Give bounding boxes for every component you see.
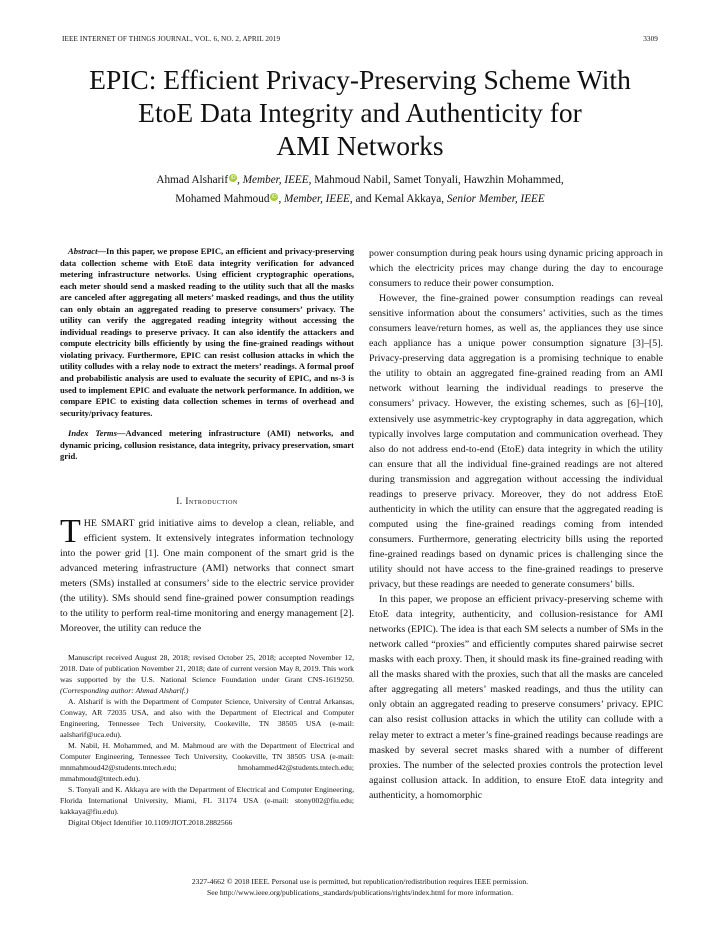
rights-link[interactable]: See http://www.ieee.org/publications_standards/publications/rights/index.html for more information.: [206, 888, 513, 897]
index-terms-label: Index Terms: [68, 428, 117, 439]
author-membership: Senior Member, IEEE: [446, 193, 545, 205]
drop-cap: T: [60, 512, 81, 550]
intro-text: HE SMART grid initiative aims to develop a clean, reliable, and efficient system. It extensively integrates information technology into the power grid [1]. One main component of the smart grid is the advanced metering infrastructure (AMI) networks that connect smart meters (SMs) installed at consumers’ side to the electric service provider (the utility). SMs should send fine-grained power consumption readings to the utility to perform real-time monitoring and energy management [2]. Moreover, the utility can reduce the: [60, 517, 354, 635]
abstract-label: Abstract—: [68, 246, 106, 256]
footnote-affiliation: A. Alsharif is with the Department of Computer Science, University of Central Arkansas, Conway, AR 72035 USA, and also with the Department of Electrical and Computer Engineering, Tennessee Tech University, Cookeville, TN 38505 USA (e-mail: aalsharif@uca.edu).: [60, 697, 354, 740]
footnote-manuscript: Manuscript received August 28, 2018; revised October 25, 2018; accepted November 12, 2018. Date of publication November 21, 2018; date of current version May 8, 2019. This work was supported by the U.S. National Science Foundation under Grant CNS-1619250. (Corresponding author: Ahmad Alsharif.): [60, 653, 354, 696]
paper-title: [60, 63, 660, 162]
copyright-footer: [60, 876, 660, 898]
author-membership: Member, IEEE: [242, 174, 309, 186]
copyright-line: 2327-4662 © 2018 IEEE. Personal use is permitted, but republication/redistribution requires IEEE permission.: [191, 877, 529, 886]
footnote-doi: Digital Object Identifier 10.1109/JIOT.2018.2882566: [68, 818, 233, 828]
title-line-2: EtoE Data Integrity and Authenticity for: [138, 97, 582, 128]
author-name: Mohamed Mahmoud: [175, 193, 270, 205]
intro-paragraph: [60, 512, 354, 636]
author-list: [60, 171, 660, 209]
abstract: Abstract—In this paper, we propose EPIC, an efficient and privacy-preserving data collection scheme with EtoE data integrity verification for advanced metering infrastructure networks. Using efficient cryptographic operations, each meter should send a masked reading to the utility such that all the masks are canceled after aggregating all meters’ masked readings, and thus the utility can only obtain an aggregated reading to preserve consumers’ privacy. The utility can verify the aggregated reading integrity without accessing the individual readings to preserve privacy. It can also identify the attackers and compute electricity bills efficiently by using the fine-grained readings without violating privacy. Furthermore, EPIC can resist collusion attacks in which the utility colludes with a relay node to extract the meters’ readings. A formal proof and probabilistic analysis are used to evaluate the security of EPIC, and ns-3 is used to implement EPIC and evaluate the network performance. In addition, we compare EPIC to existing data collection schemes in terms of overhead and security/privacy features. Index Terms—Advanced metering infrastructure (AMI) networks, and dynamic pricing, collusion resistance, data integrity, privacy preservation, smart grid.: [60, 246, 354, 462]
section-heading: I. Introduction: [176, 495, 238, 506]
page-number: 3309: [643, 35, 658, 43]
abstract-text: In this paper, we propose EPIC, an efficient and privacy-preserving data collection scheme with EtoE data integrity verification for advanced metering infrastructure networks. Using efficient cryptographic operations, each meter should send a masked reading to the utility such that all the masks are canceled after aggregating all meters’ masked readings, and thus the utility can only obtain an aggregated reading to preserve consumers’ privacy. The utility can verify the aggregated reading integrity without accessing the individual readings to preserve privacy. It can also identify the attackers and compute electricity bills efficiently by using the fine-grained readings without violating privacy. Furthermore, EPIC can resist collusion attacks in which the utility colludes with a relay node to extract the meters’ readings. A formal proof and probabilistic analysis are used to evaluate the security of EPIC, and ns-3 is used to implement EPIC and evaluate the network performance. In addition, we compare EPIC to existing data collection schemes in terms of overhead and security/privacy features.: [60, 246, 354, 418]
section-title: Introduction: [185, 495, 238, 506]
author-names: , and Kemal Akkaya,: [349, 193, 447, 205]
left-column: [60, 246, 354, 828]
body-paragraph: However, the fine-grained power consumption readings can reveal sensitive information about the consumers’ activities, such as the times consumers leave/return homes, as well as, the appliances they use since each appliance has a unique power consumption signature [3]–[5]. Privacy-preserving data aggregation is a promising technique to enable the utility to obtain an aggregated fine-grained reading from an AMI network without learning the individual readings to preserve the consumers’ privacy. However, the existing schemes, such as [6]–[10], extensively use asymmetric-key cryptography in data aggregation, which typically involves large computation and communication overhead. They also do not address end-to-end (EtoE) data integrity in which the utility can ensure that all the individual fine-grained readings are not altered during transmission and aggregation without accessing the individual readings to preserve privacy. Moreover, they do not address EtoE authenticity in which the utility can ensure that the aggregated reading is computed using the fine-grained readings coming from intended consumers. Furthermore, generating electricity bills using the reported fine-grained readings based on dynamic prices is challenging since the utility should not have access to the fine-grained readings to preserve privacy, but these readings are needed to generate consumers’ bills.: [369, 293, 663, 591]
orcid-icon[interactable]: iD: [230, 175, 236, 181]
index-terms-text: Advanced metering infrastructure (AMI) networks, and dynamic pricing, collusion resistance, data integrity, privacy preservation, smart grid.: [60, 428, 354, 462]
author-name: Ahmad Alsharif: [156, 174, 229, 186]
body-paragraph: In this paper, we propose an efficient privacy-preserving scheme with EtoE data integrity, authenticity, and collusion-resistance for AMI networks (EPIC). The idea is that each SM selects a number of SMs in the network called “proxies” and efficiently computes shared pairwise secret masks with each proxy. Then, it should mask its fine-grained reading with all the masks shared with the proxies, such that all the masks are canceled after aggregating all meters’ masked readings, and thus the utility can only obtain an aggregated reading to preserve consumers’ privacy. EPIC can also resist collusion attacks in which the utility can collude with a relay meter to extract a meter’s fine-grained readings because readings are masked by several secret masks shared with a number of different proxies. The number of the selected proxies controls the protection level against collusion attack. In addition, to ensure EtoE data integrity and authenticity, a homomorphic: [369, 594, 663, 801]
title-line-1: EPIC: Efficient Privacy-Preserving Scheme With: [89, 64, 631, 95]
footnote-affiliation: M. Nabil, H. Mohammed, and M. Mahmoud are with the Department of Electrical and Computer Engineering, Tennessee Tech University, Cookeville, TN 38505 USA (e-mail: mnmahmoud42@students.tntech.edu; hmohammed42@students.tntech.edu; mmahmoud@tntech.edu).: [60, 741, 354, 784]
author-line-1: Ahmad Alsharif iD , Member, IEEE, Mahmoud Nabil, Samet Tonyali, Hawzhin Mohammed,: [156, 174, 564, 186]
author-membership: Member, IEEE: [284, 193, 350, 205]
orcid-icon[interactable]: iD: [272, 194, 277, 200]
body-paragraph: power consumption during peak hours using dynamic pricing approach in which the electricity prices may change during the day to encourage consumers to reduce their power consumption.: [369, 248, 663, 290]
author-names: , Mahmoud Nabil, Samet Tonyali, Hawzhin Mohammed,: [308, 174, 564, 186]
running-header: IEEE INTERNET OF THINGS JOURNAL, VOL. 6, NO. 2, APRIL 2019: [62, 35, 281, 43]
footnotes: [60, 652, 354, 828]
author-line-2: Mohamed Mahmoud iD , Member, IEEE, and Kemal Akkaya, Senior Member, IEEE: [175, 193, 545, 205]
title-line-3: AMI Networks: [276, 130, 444, 161]
footnote-affiliation: S. Tonyali and K. Akkaya are with the Department of Electrical and Computer Engineering, Florida International University, Miami, FL 31174 USA (e-mail: stony002@fiu.edu; kakkaya@fiu.edu).: [60, 785, 354, 817]
right-column: [369, 246, 663, 803]
